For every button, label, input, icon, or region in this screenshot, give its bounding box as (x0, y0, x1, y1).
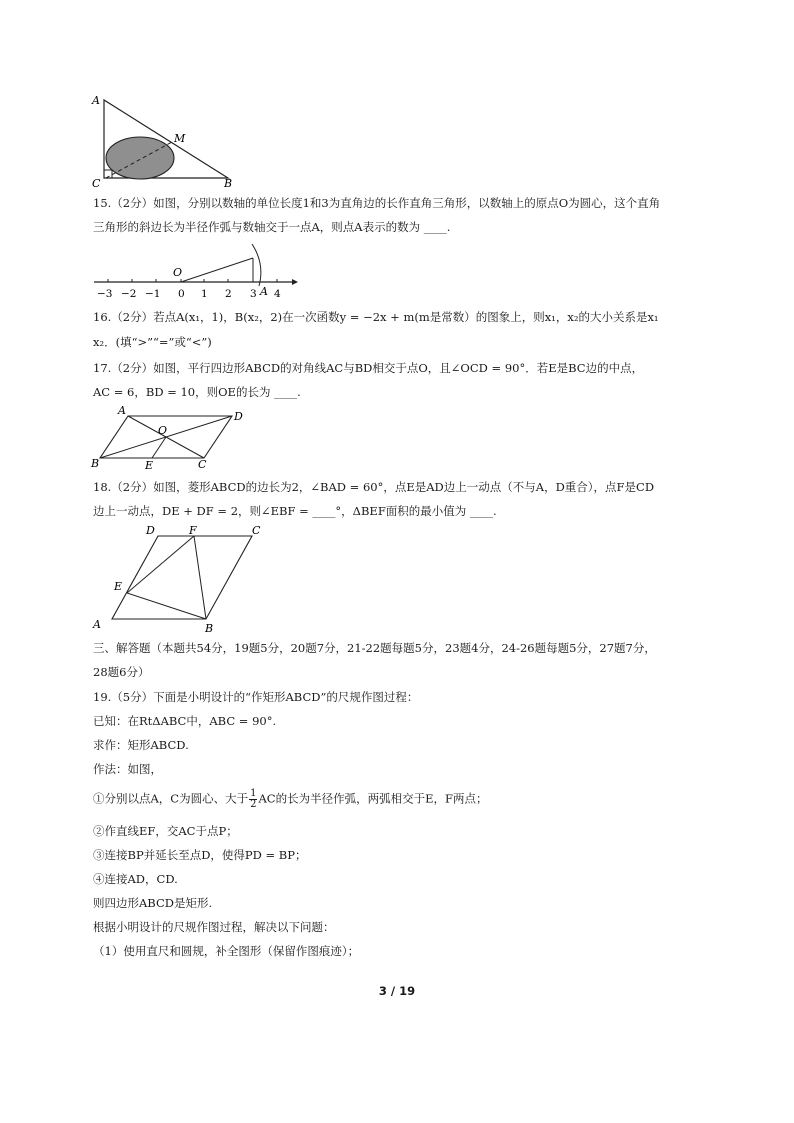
label-C: C (252, 524, 261, 537)
q17-line2: AC = 6，BD = 10，则OE的长为 ____. (93, 385, 301, 399)
q19-known: 已知：在RtΔABC中，ABC = 90°. (93, 714, 277, 728)
q19-method: 作法：如图， (93, 762, 162, 776)
segment-BE (127, 593, 206, 619)
label-E: E (114, 580, 123, 593)
label-O: O (158, 424, 168, 437)
label-D: D (146, 524, 155, 537)
q19-sub1: （1）使用直尺和圆规，补全图形（保留作图痕迹）； (93, 944, 360, 958)
label-M: M (174, 132, 186, 145)
q19-step1 (93, 789, 487, 810)
q19-goal: 求作：矩形ABCD. (93, 738, 189, 752)
svg-text:−2: −2 (121, 288, 137, 300)
parallelogram-figure (88, 402, 248, 474)
label-A: A (93, 618, 101, 631)
step1-pre: ①分别以点A，C为圆心、大于 (93, 791, 249, 806)
q18-line1: 18.（2分）如图，菱形ABCD的边长为2，∠BAD = 60°，点E是AD边上一动点（不与A，D重合），点F是CD (93, 480, 655, 494)
q19-prompt: 根据小明设计的尺规作图过程，解决以下问题： (93, 920, 335, 934)
label-B: B (224, 177, 233, 190)
hypotenuse (181, 258, 253, 282)
fraction-denominator: 2 (250, 799, 257, 810)
label-B: B (91, 457, 100, 470)
segment-OE (152, 437, 166, 458)
q16-line1: 16.（2分）若点A(x₁，1)，B(x₂，2)在一次函数y = −2x + m(m是常数）的图象上，则x₁，x₂的大小关系是x₁ (93, 310, 659, 324)
segment-EF (127, 536, 194, 593)
axis-arrow (292, 279, 298, 285)
q17-line1: 17.（2分）如图，平行四边形ABCD的对角线AC与BD相交于点O，且∠OCD = 90°．若E是BC边的中点， (93, 361, 644, 375)
tick-labels (97, 288, 281, 300)
q16-line2: x₂．(填“>”“=”或“<”) (93, 335, 212, 349)
q18-line2: 边上一动点，DE + DF = 2，则∠EBF = ____°，ΔBEF面积的最小值为 ____. (93, 504, 497, 518)
label-D: D (234, 410, 243, 423)
q19-title: 19.（5分）下面是小明设计的“作矩形ABCD”的尺规作图过程： (93, 690, 419, 704)
q19-conclusion: 则四边形ABCD是矩形. (93, 896, 213, 910)
label-B: B (205, 622, 214, 634)
label-A: A (260, 285, 268, 298)
segment-BF (194, 536, 206, 619)
shaded-ellipse (106, 137, 174, 179)
q15-line1: 15.（2分）如图，分别以数轴的单位长度1和3为直角边的长作直角三角形，以数轴上的原点O为圆心，这个直角 (93, 196, 661, 210)
label-O: O (173, 266, 183, 279)
label-F: F (189, 524, 197, 537)
fraction-numerator: 1 (250, 788, 257, 799)
label-E: E (145, 459, 154, 472)
label-C: C (92, 177, 101, 190)
svg-text:4: 4 (274, 288, 281, 300)
q19-step3: ③连接BP并延长至点D，使得PD = BP； (93, 848, 307, 862)
step1-post: AC的长为半径作弧，两弧相交于E，F两点； (258, 791, 488, 806)
q19-step4: ④连接AD，CD. (93, 872, 178, 886)
label-A: A (92, 94, 100, 107)
svg-text:1: 1 (201, 288, 208, 300)
svg-text:0: 0 (178, 288, 185, 300)
svg-text:3: 3 (250, 288, 257, 300)
label-A: A (118, 404, 126, 417)
svg-text:2: 2 (225, 288, 232, 300)
q15-line2: 三角形的斜边长为半径作弧与数轴交于一点A，则点A表示的数为 ____. (93, 220, 451, 234)
rhombus (112, 536, 252, 619)
q19-step2: ②作直线EF，交AC于点P； (93, 824, 238, 838)
svg-text:−1: −1 (145, 288, 161, 300)
number-line-figure (88, 242, 298, 302)
svg-text:−3: −3 (97, 288, 113, 300)
label-C: C (198, 458, 207, 471)
fraction-one-half (249, 789, 257, 810)
triangle-ellipse-figure (88, 92, 243, 190)
rhombus-figure (88, 522, 272, 634)
page-number: 3 / 19 (378, 984, 416, 998)
section3-line1: 三、解答题（本题共54分，19题5分，20题7分，21-22题每题5分，23题4分，24-26题每题5分，27题7分， (93, 641, 656, 655)
section3-line2: 28题6分） (93, 665, 150, 679)
